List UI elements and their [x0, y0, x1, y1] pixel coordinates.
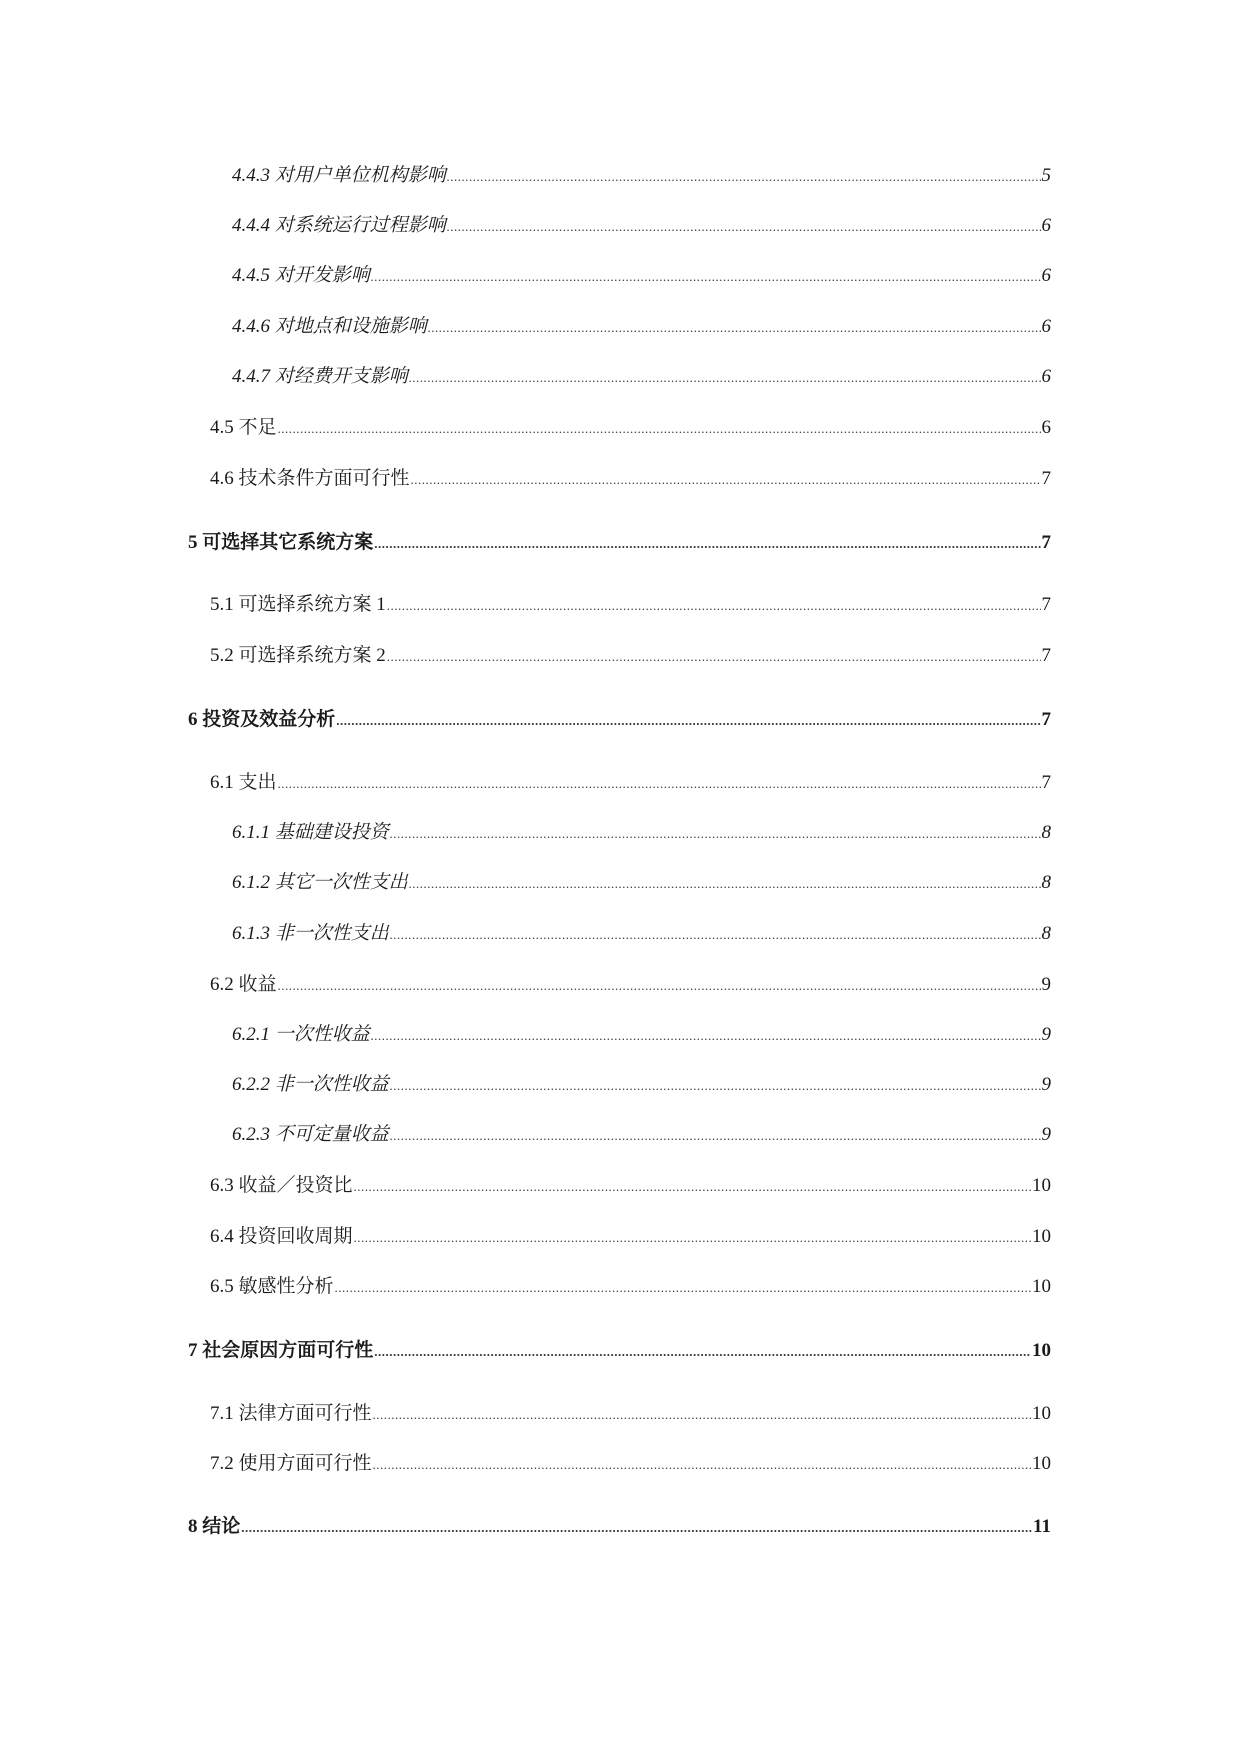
- toc-entry-title: 6.1.1 基础建设投资: [232, 822, 389, 843]
- toc-page-number: 7: [1041, 532, 1051, 553]
- toc-entry-title: 7 社会原因方面可行性: [188, 1340, 374, 1361]
- toc-dot-leader: [371, 1024, 1041, 1048]
- toc-entry-level2[interactable]: [210, 1225, 1051, 1250]
- toc-entry-level2[interactable]: [210, 1275, 1051, 1300]
- toc-dot-leader: [278, 417, 1041, 441]
- toc-dot-leader: [371, 265, 1041, 289]
- toc-entry-title: 6.2 收益: [210, 974, 277, 995]
- toc-page-number: 7: [1041, 468, 1051, 489]
- toc-entry-title: 7.2 使用方面可行性: [210, 1453, 372, 1474]
- toc-dot-leader: [278, 974, 1041, 998]
- toc-entry-title: 8 结论: [188, 1516, 241, 1537]
- toc-page-number: 8: [1041, 872, 1051, 893]
- toc-entry-level3[interactable]: [232, 1123, 1051, 1148]
- toc-entry-level3[interactable]: [232, 365, 1051, 390]
- toc-entry-title: 4.4.5 对开发影响: [232, 265, 370, 286]
- toc-entry-level3[interactable]: [232, 1073, 1051, 1098]
- toc-page-number: 6: [1041, 265, 1051, 286]
- toc-entry-level3[interactable]: [232, 164, 1051, 189]
- toc-dot-leader: [447, 165, 1041, 189]
- toc-entry-level1[interactable]: [188, 1515, 1051, 1540]
- toc-dot-leader: [373, 1453, 1031, 1477]
- toc-entry-title: 4.4.7 对经费开支影响: [232, 366, 408, 387]
- toc-entry-level3[interactable]: [232, 821, 1051, 846]
- toc-entry-title: 6.1.2 其它一次性支出: [232, 872, 408, 893]
- toc-dot-leader: [335, 1276, 1031, 1300]
- toc-dot-leader: [354, 1226, 1031, 1250]
- toc-entry-level3[interactable]: [232, 922, 1051, 947]
- toc-entry-title: 6 投资及效益分析: [188, 709, 336, 730]
- toc-page-number: 6: [1041, 215, 1051, 236]
- toc-page-number: 6: [1041, 316, 1051, 337]
- toc-entry-title: 7.1 法律方面可行性: [210, 1403, 372, 1424]
- toc-entry-title: 4.4.6 对地点和设施影响: [232, 316, 427, 337]
- toc-page-number: 10: [1032, 1403, 1051, 1424]
- toc-dot-leader: [447, 215, 1041, 239]
- toc-dot-leader: [409, 872, 1041, 896]
- toc-entry-title: 5 可选择其它系统方案: [188, 532, 374, 553]
- toc-entry-level2[interactable]: [210, 771, 1051, 796]
- toc-entry-level3[interactable]: [232, 214, 1051, 239]
- toc-page-number: 11: [1033, 1516, 1051, 1537]
- toc-entry-title: 6.2.2 非一次性收益: [232, 1074, 389, 1095]
- toc-entry-level3[interactable]: [232, 315, 1051, 340]
- toc-dot-leader: [373, 1403, 1031, 1427]
- toc-page-number: 8: [1041, 822, 1051, 843]
- toc-dot-leader: [278, 772, 1041, 796]
- toc-entry-title: 4.4.3 对用户单位机构影响: [232, 165, 446, 186]
- toc-dot-leader: [390, 923, 1041, 947]
- toc-entry-title: 4.5 不足: [210, 417, 277, 438]
- toc-page-number: 6: [1041, 417, 1051, 438]
- toc-dot-leader: [428, 316, 1041, 340]
- toc-page-number: 8: [1041, 923, 1051, 944]
- toc-page-number: 10: [1032, 1340, 1051, 1361]
- toc-entry-title: 6.1.3 非一次性支出: [232, 923, 389, 944]
- toc-page-number: 9: [1041, 1124, 1051, 1145]
- toc-entry-level3[interactable]: [232, 1023, 1051, 1048]
- toc-entry-level3[interactable]: [232, 871, 1051, 896]
- toc-dot-leader: [390, 1124, 1041, 1148]
- toc-entry-title: 6.3 收益／投资比: [210, 1175, 353, 1196]
- toc-page-number: 7: [1041, 709, 1051, 730]
- toc-page-number: 7: [1041, 772, 1051, 793]
- toc-dot-leader: [387, 645, 1041, 669]
- toc-page-number: 7: [1041, 594, 1051, 615]
- toc-entry-title: 6.4 投资回收周期: [210, 1226, 353, 1247]
- toc-page-number: 10: [1032, 1276, 1051, 1297]
- toc-page-number: 9: [1041, 1074, 1051, 1095]
- toc-entry-title: 6.1 支出: [210, 772, 277, 793]
- toc-entry-level1[interactable]: [188, 708, 1051, 733]
- toc-entry-level2[interactable]: [210, 1452, 1051, 1477]
- toc-entry-level2[interactable]: [210, 973, 1051, 998]
- toc-dot-leader: [411, 468, 1041, 492]
- toc-page-number: 5: [1041, 165, 1051, 186]
- toc-entry-level2[interactable]: [210, 644, 1051, 669]
- toc-entry-title: 5.2 可选择系统方案 2: [210, 645, 386, 666]
- toc-entry-title: 4.6 技术条件方面可行性: [210, 468, 410, 489]
- toc-entry-title: 6.5 敏感性分析: [210, 1276, 334, 1297]
- toc-page-number: 10: [1032, 1453, 1051, 1474]
- toc-entry-level2[interactable]: [210, 416, 1051, 441]
- toc-dot-leader: [241, 1516, 1032, 1540]
- toc-page-number: 9: [1041, 974, 1051, 995]
- toc-page-number: 9: [1041, 1024, 1051, 1045]
- toc-page-number: 7: [1041, 645, 1051, 666]
- toc-dot-leader: [354, 1175, 1031, 1199]
- toc-entry-level2[interactable]: [210, 1402, 1051, 1427]
- toc-dot-leader: [390, 1074, 1041, 1098]
- toc-entry-title: 6.2.1 一次性收益: [232, 1024, 370, 1045]
- toc-entry-level3[interactable]: [232, 264, 1051, 289]
- toc-dot-leader: [387, 594, 1041, 618]
- toc-entry-level2[interactable]: [210, 467, 1051, 492]
- toc-entry-level2[interactable]: [210, 1174, 1051, 1199]
- toc-page-number: 10: [1032, 1226, 1051, 1247]
- toc-page-number: 10: [1032, 1175, 1051, 1196]
- toc-dot-leader: [336, 709, 1040, 733]
- toc-dot-leader: [409, 366, 1041, 390]
- toc-dot-leader: [390, 822, 1041, 846]
- toc-entry-title: 4.4.4 对系统运行过程影响: [232, 215, 446, 236]
- toc-entry-level1[interactable]: [188, 1339, 1051, 1364]
- toc-entry-level1[interactable]: [188, 531, 1051, 556]
- toc-entry-level2[interactable]: [210, 593, 1051, 618]
- toc-dot-leader: [374, 532, 1040, 556]
- toc-page-number: 6: [1041, 366, 1051, 387]
- toc-entry-title: 6.2.3 不可定量收益: [232, 1124, 389, 1145]
- toc-dot-leader: [374, 1340, 1031, 1364]
- toc-entry-title: 5.1 可选择系统方案 1: [210, 594, 386, 615]
